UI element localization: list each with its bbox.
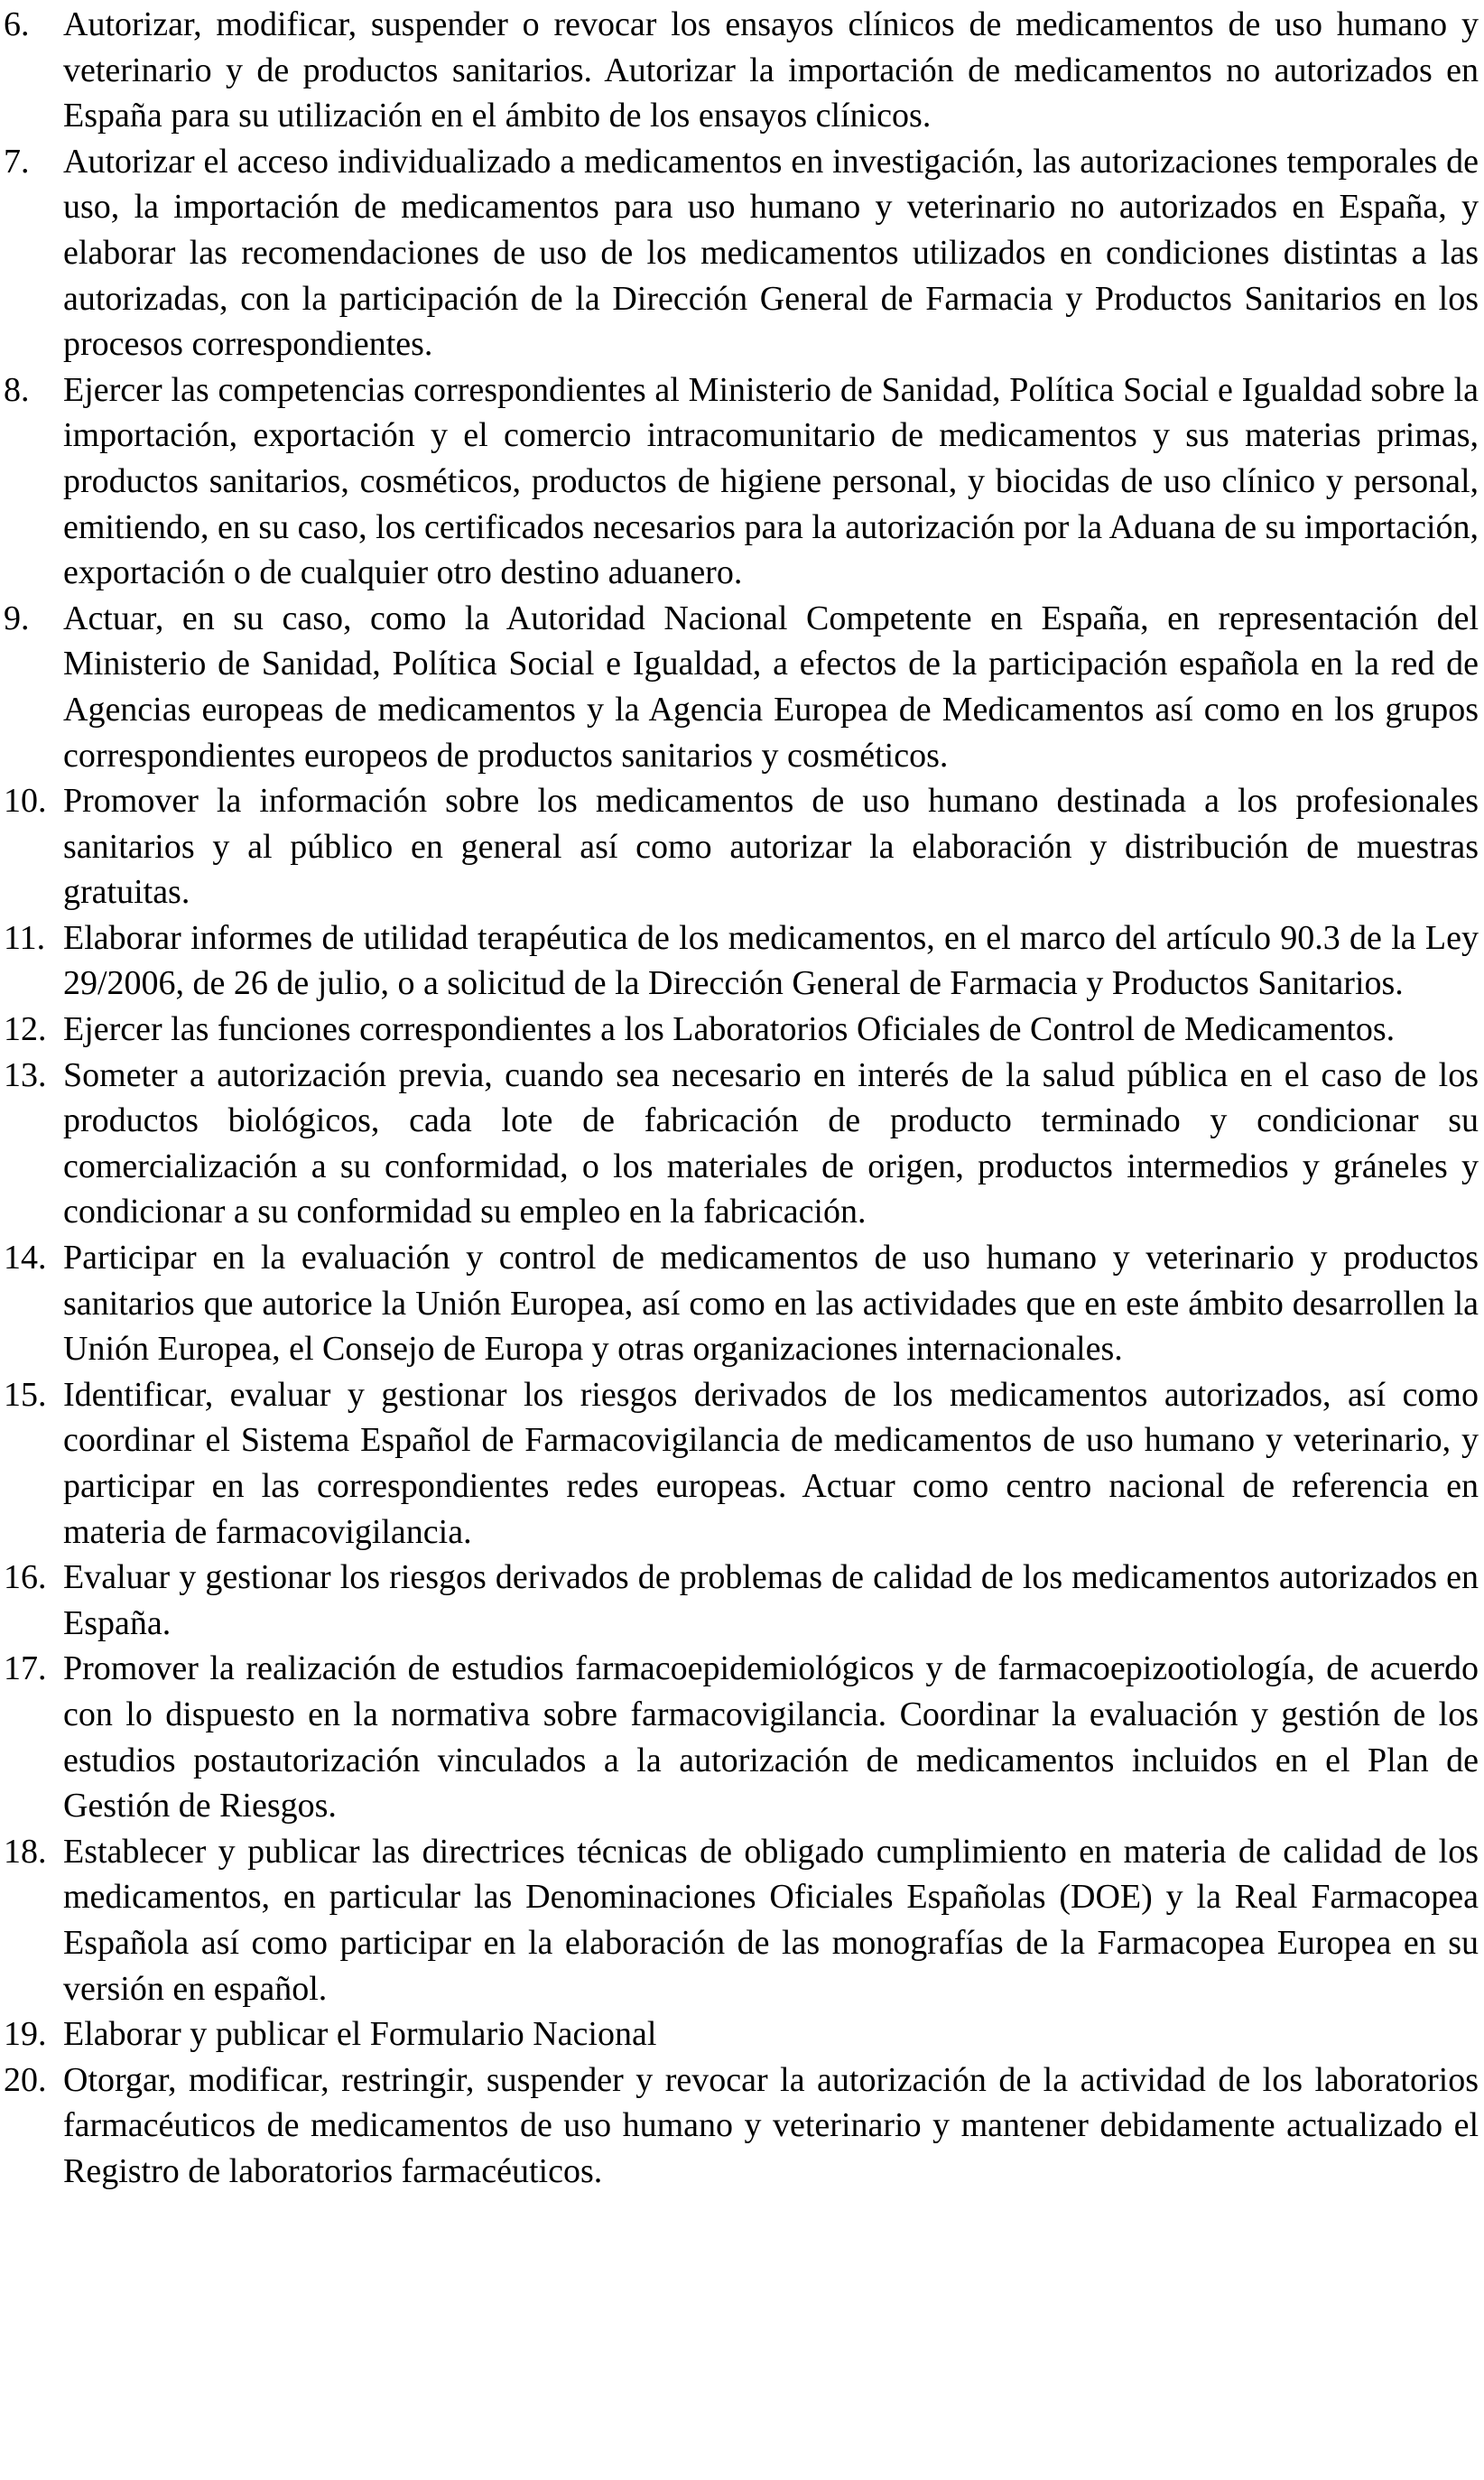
- item-number: 16.: [4, 1558, 47, 1597]
- item-text: Identificar, evaluar y gestionar los riesgos derivados de los medicamentos autorizados, así como coordinar el Sistema Español de Farmacovigilancia de medicamentos de uso humano y veterinario, y participar en las correspondientes redes europeas. Actuar como centro nacional de referencia en materia de farmacovigilancia.: [63, 1375, 1479, 1551]
- item-text: Elaborar informes de utilidad terapéutica de los medicamentos, en el marco del artículo 90.3 de la Ley 29/2006, de 26 de julio, o a solicitud de la Dirección General de Farmacia y Productos Sanitarios.: [63, 918, 1479, 1003]
- item-text: Evaluar y gestionar los riesgos derivados de problemas de calidad de los medicamentos autorizados en España.: [63, 1558, 1479, 1642]
- item-text: Actuar, en su caso, como la Autoridad Nacional Competente en España, en representación del Ministerio de Sanidad, Política Social e Igualdad, a efectos de la participación española en la red de Agencias europeas de medicamentos y la Agencia Europea de Medicamentos así como en los grupos correspondientes europeos de productos sanitarios y cosméticos.: [63, 599, 1479, 775]
- item-number: 15.: [4, 1375, 47, 1414]
- item-text: Otorgar, modificar, restringir, suspender y revocar la autorización de la actividad de los laboratorios farmacéuticos de medicamentos de uso humano y veterinario y mantener debidamente actualizado el Registro de laboratorios farmacéuticos.: [63, 2060, 1479, 2190]
- item-number: 8.: [4, 370, 30, 409]
- list-item-17: [4, 1646, 1479, 1828]
- item-text: Ejercer las funciones correspondientes a los Laboratorios Oficiales de Control de Medicamentos.: [63, 1010, 1396, 1049]
- item-number: 6.: [4, 5, 30, 43]
- item-text: Someter a autorización previa, cuando sea necesario en interés de la salud pública en el caso de los productos biológicos, cada lote de fabricación de producto terminado y condicionar su comercialización a su conformidad, o los materiales de origen, productos intermedios y gráneles y condicionar a su conformidad su empleo en la fabricación.: [63, 1055, 1479, 1231]
- item-number: 7.: [4, 142, 30, 181]
- item-text: Participar en la evaluación y control de medicamentos de uso humano y veterinario y productos sanitarios que autorice la Unión Europea, así como en las actividades que en este ámbito desarrollen la Unión Europea, el Consejo de Europa y otras organizaciones internacionales.: [63, 1239, 1479, 1369]
- list-item-12: [4, 1007, 1479, 1053]
- list-item-8: [4, 367, 1479, 596]
- item-text: Promover la realización de estudios farmacoepidemiológicos y de farmacoepizootiología, de acuerdo con lo dispuesto en la normativa sobre farmacovigilancia. Coordinar la evaluación y gestión de los estudios postautorización vinculados a la autorización de medicamentos incluidos en el Plan de Gestión de Riesgos.: [63, 1649, 1479, 1825]
- list-item-20: [4, 2057, 1479, 2195]
- item-text: Establecer y publicar las directrices técnicas de obligado cumplimiento en materia de calidad de los medicamentos, en particular las Denominaciones Oficiales Españolas (DOE) y la Real Farmacopea Española así como participar en la elaboración de las monografías de la Farmacopea Europea en su versión en español.: [63, 1832, 1479, 2008]
- numbered-list: [4, 2, 1479, 2195]
- list-item-9: [4, 596, 1479, 778]
- item-number: 13.: [4, 1055, 47, 1094]
- item-number: 14.: [4, 1239, 47, 1277]
- item-number: 20.: [4, 2060, 47, 2099]
- item-text: Autorizar, modificar, suspender o revocar los ensayos clínicos de medicamentos de uso humano y veterinario y de productos sanitarios. Autorizar la importación de medicamentos no autorizados en España para su utilización en el ámbito de los ensayos clínicos.: [63, 5, 1479, 135]
- list-item-19: [4, 2011, 1479, 2057]
- list-item-7: [4, 139, 1479, 367]
- item-number: 11.: [4, 918, 46, 957]
- list-item-15: [4, 1372, 1479, 1555]
- item-number: 17.: [4, 1649, 47, 1688]
- item-number: 18.: [4, 1832, 47, 1871]
- item-number: 9.: [4, 599, 30, 637]
- item-number: 10.: [4, 782, 47, 821]
- item-number: 12.: [4, 1010, 47, 1049]
- list-item-18: [4, 1829, 1479, 2011]
- list-item-13: [4, 1053, 1479, 1235]
- item-text: Promover la información sobre los medicamentos de uso humano destinada a los profesionales sanitarios y al público en general así como autorizar la elaboración y distribución de muestras gratuitas.: [63, 782, 1479, 912]
- item-text: Autorizar el acceso individualizado a medicamentos en investigación, las autorizaciones temporales de uso, la importación de medicamentos para uso humano y veterinario no autorizados en España, y elaborar las recomendaciones de uso de los medicamentos utilizados en condiciones distintas a las autorizadas, con la participación de la Dirección General de Farmacia y Productos Sanitarios en los procesos correspondientes.: [63, 142, 1479, 364]
- list-item-6: [4, 2, 1479, 139]
- item-number: 19.: [4, 2015, 47, 2054]
- list-item-14: [4, 1235, 1479, 1372]
- item-text: Elaborar y publicar el Formulario Nacional: [63, 2015, 657, 2054]
- list-item-11: [4, 915, 1479, 1007]
- list-item-10: [4, 778, 1479, 915]
- list-item-16: [4, 1555, 1479, 1646]
- item-text: Ejercer las competencias correspondientes al Ministerio de Sanidad, Política Social e Igualdad sobre la importación, exportación y el comercio intracomunitario de medicamentos y sus materias primas, productos sanitarios, cosméticos, productos de higiene personal, y biocidas de uso clínico y personal, emitiendo, en su caso, los certificados necesarios para la autorización por la Aduana de su importación, exportación o de cualquier otro destino aduanero.: [63, 370, 1479, 592]
